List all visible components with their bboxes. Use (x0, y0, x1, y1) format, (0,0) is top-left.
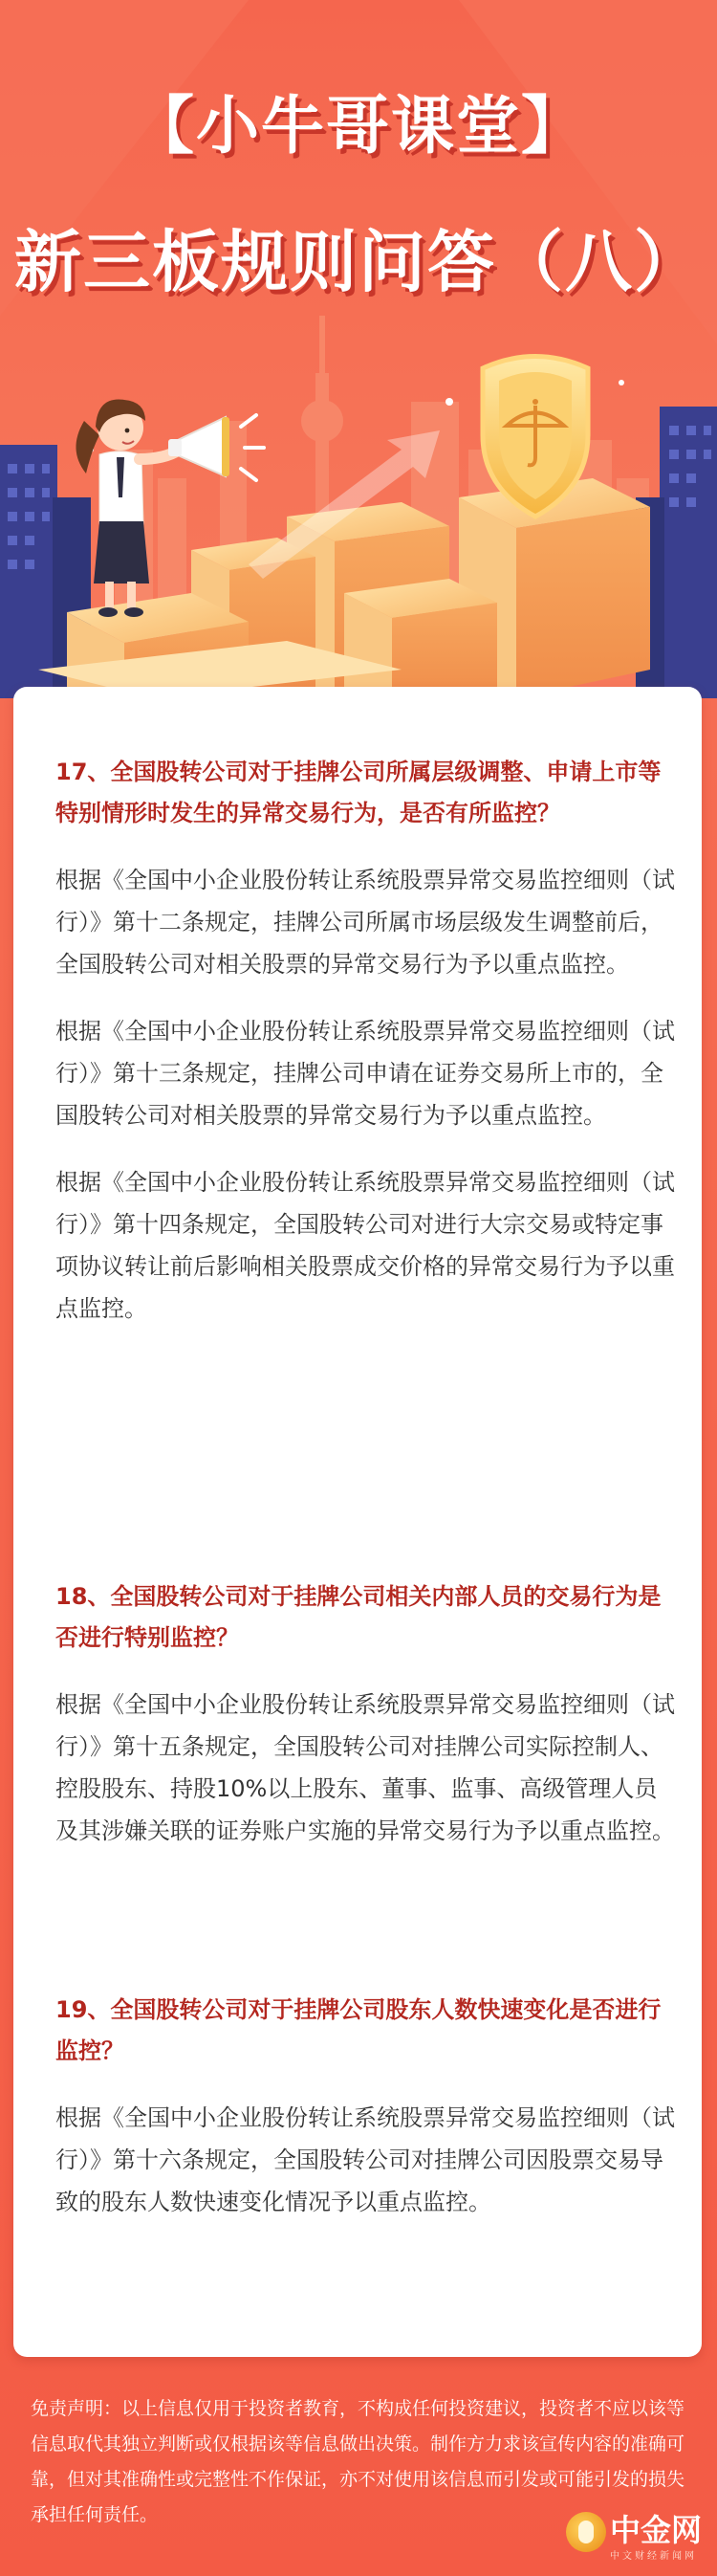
title-line-1: 【小牛哥课堂】 (131, 89, 586, 163)
question-17: 17、全国股转公司对于挂牌公司所属层级调整、申请上市等特别情形时发生的异常交易行为，是否有所监控？ (55, 759, 662, 826)
brand-logo (566, 2510, 709, 2567)
content-card (13, 687, 702, 2357)
disclaimer-text: 免责声明：以上信息仅用于投资者教育，不构成任何投资建议，投资者不应以该等信息取代其独立判断或仅根据该等信息做出决策。制作方力求该宣传内容的准确可靠，但对其准确性或完整性不作保证，亦不对使用该信息而引发或可能引发的损失承担任何责任。 (31, 2398, 685, 2525)
answer-paragraph: 根据《全国中小企业股份转让系统股票异常交易监控细则（试行）》第十二条规定，挂牌公司所属市场层级发生调整前后，全国股转公司对相关股票的异常交易行为予以重点监控。 (55, 867, 675, 978)
logo-name: 中金网 (610, 2512, 703, 2548)
logo-subtitle: 中文财经新闻网 (610, 2551, 697, 2562)
question-18: 18、全国股转公司对于挂牌公司相关内部人员的交易行为是否进行特别监控？ (55, 1583, 662, 1651)
question-19: 19、全国股转公司对于挂牌公司股东人数快速变化是否进行监控？ (55, 1996, 662, 2064)
page-title: 新三板规则问答（八） (14, 223, 703, 301)
answer-paragraph: 根据《全国中小企业股份转让系统股票异常交易监控细则（试行）》第十六条规定，全国股转公司对挂牌公司因股票交易导致的股东人数快速变化情况予以重点监控。 (55, 2104, 675, 2215)
qa-section-17 (55, 752, 677, 1354)
answer-paragraph: 根据《全国中小企业股份转让系统股票异常交易监控细则（试行）》第十四条规定，全国股转公司对进行大宗交易或特定事项协议转让前后影响相关股票成交价格的异常交易行为予以重点监控。 (55, 1169, 675, 1322)
logo-mark-icon (566, 2512, 606, 2552)
answer-paragraph: 根据《全国中小企业股份转让系统股票异常交易监控细则（试行）》第十三条规定，挂牌公司申请在证券交易所上市的，全国股转公司对相关股票的异常交易行为予以重点监控。 (55, 1018, 675, 1129)
hero-banner (0, 0, 717, 698)
answer-paragraph: 根据《全国中小企业股份转让系统股票异常交易监控细则（试行）》第十五条规定，全国股转公司对挂牌公司实际控制人、控股股东、持股10%以上股东、董事、监事、高级管理人员及其涉嫌关联的证券账户实施的异常交易行为予以重点监控。 (55, 1691, 675, 1844)
qa-section-18 (55, 1576, 677, 1877)
qa-section-19 (55, 1990, 677, 2248)
